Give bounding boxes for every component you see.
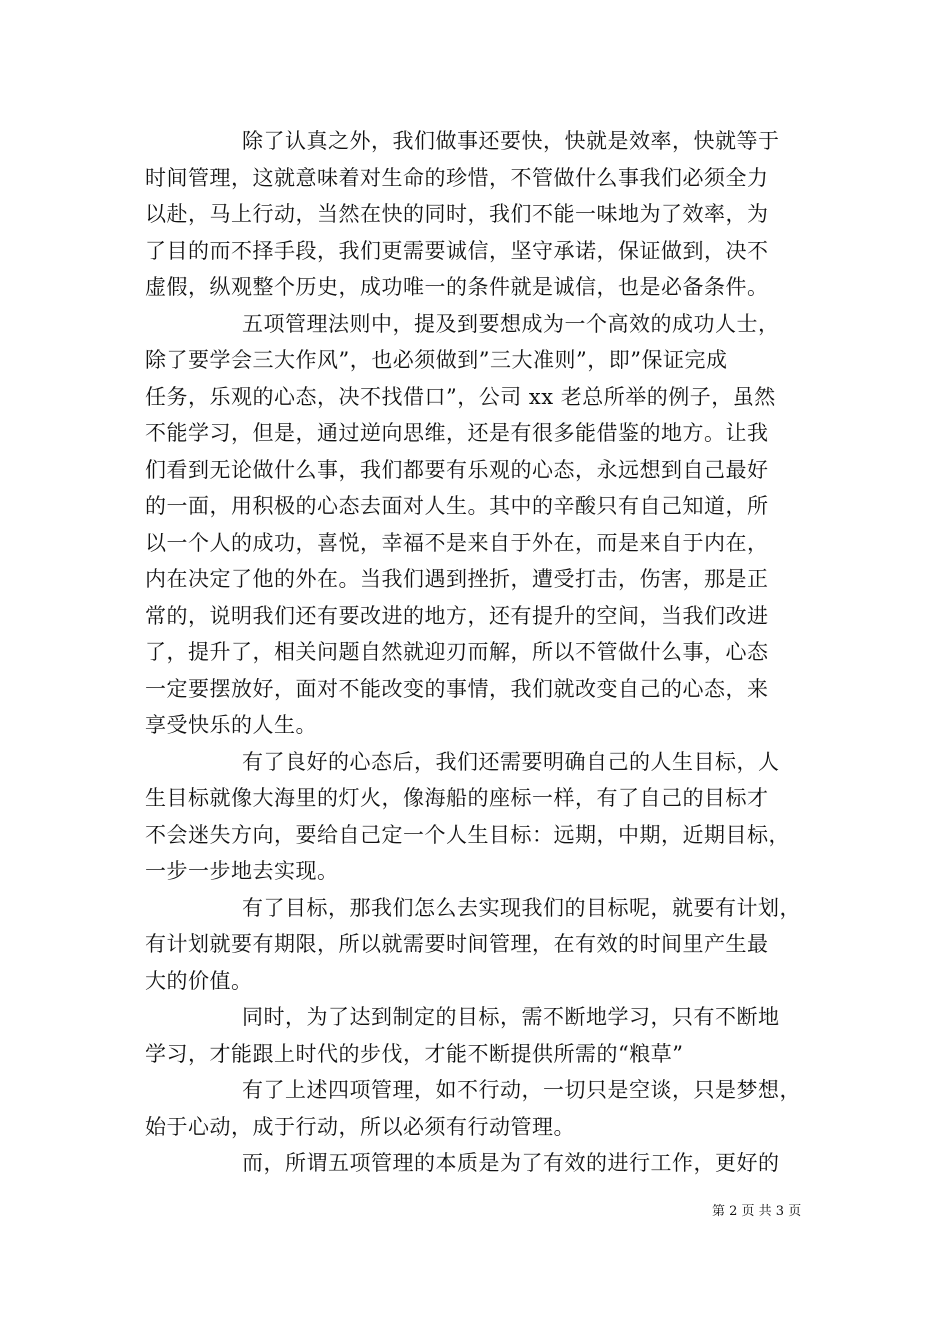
document-body bbox=[145, 123, 825, 1182]
text-line: 除了认真之外，我们做事还要快，快就是效率，快就等于 bbox=[242, 129, 780, 153]
text-line: 始于心动，成于行动，所以必须有行动管理。 bbox=[145, 1114, 575, 1139]
text-line: 有了上述四项管理，如不行动，一切只是空谈，只是梦想， bbox=[242, 1078, 801, 1102]
text-line: 了目的而不择手段，我们更需要诚信，坚守承诺，保证做到，决不 bbox=[145, 238, 769, 263]
text-line: 时间管理，这就意味着对生命的珍惜，不管做什么事我们必须全力 bbox=[145, 165, 769, 190]
text-line: 不会迷失方向，要给自己定一个人生目标：远期，中期，近期目标， bbox=[145, 822, 790, 847]
text-line: 了，提升了，相关问题自然就迎刃而解，所以不管做什么事，心态 bbox=[145, 640, 769, 664]
text-line: 生目标就像大海里的灯火，像海船的座标一样，有了自己的目标才 bbox=[145, 786, 769, 810]
text-line: 有了目标，那我们怎么去实现我们的目标呢，就要有计划， bbox=[242, 895, 801, 920]
text-line: 五项管理法则中，提及到要想成为一个高效的成功人士， bbox=[242, 311, 780, 336]
text-line: 们看到无论做什么事，我们都要有乐观的心态，永远想到自己最好 bbox=[145, 457, 769, 482]
text-line: 以赴，马上行动，当然在快的同时，我们不能一味地为了效率，为 bbox=[145, 202, 769, 226]
text-line: 而，所谓五项管理的本质是为了有效的进行工作，更好的 bbox=[242, 1151, 780, 1175]
text-line: 一步一步地去实现。 bbox=[145, 859, 339, 883]
text-line: 以一个人的成功，喜悦，幸福不是来自于外在，而是来自于内在， bbox=[145, 530, 769, 555]
text-line: 任务，乐观的心态，决不找借口”，公司 xx 老总所举的例子，虽然 bbox=[145, 384, 776, 409]
text-line: 的一面，用积极的心态去面对人生。其中的辛酸只有自己知道，所 bbox=[145, 494, 769, 518]
text-line: 同时，为了达到制定的目标，需不断地学习，只有不断地 bbox=[242, 1005, 780, 1029]
text-line: 虚假，纵观整个历史，成功唯一的条件就是诚信，也是必备条件。 bbox=[145, 275, 769, 299]
text-line: 除了要学会三大作风”，也必须做到”三大准则”，即”保证完成 bbox=[145, 348, 728, 372]
text-line: 大的价值。 bbox=[145, 968, 253, 993]
text-line: 一定要摆放好，面对不能改变的事情，我们就改变自己的心态，来 bbox=[145, 676, 769, 701]
text-line: 享受快乐的人生。 bbox=[145, 713, 317, 737]
text-line: 有了良好的心态后，我们还需要明确自己的人生目标，人 bbox=[242, 749, 780, 774]
text-line: 不能学习，但是，通过逆向思维，还是有很多能借鉴的地方。让我 bbox=[145, 421, 769, 445]
text-line: 常的，说明我们还有要改进的地方，还有提升的空间，当我们改进 bbox=[145, 603, 769, 628]
page-number-footer: 第 2 页 共 3 页 bbox=[712, 1204, 802, 1219]
text-line: 有计划就要有期限，所以就需要时间管理，在有效的时间里产生最 bbox=[145, 932, 769, 956]
text-line: 内在决定了他的外在。当我们遇到挫折，遭受打击，伤害，那是正 bbox=[145, 567, 769, 591]
text-line: 学习，才能跟上时代的步伐，才能不断提供所需的“粮草” bbox=[145, 1041, 684, 1066]
